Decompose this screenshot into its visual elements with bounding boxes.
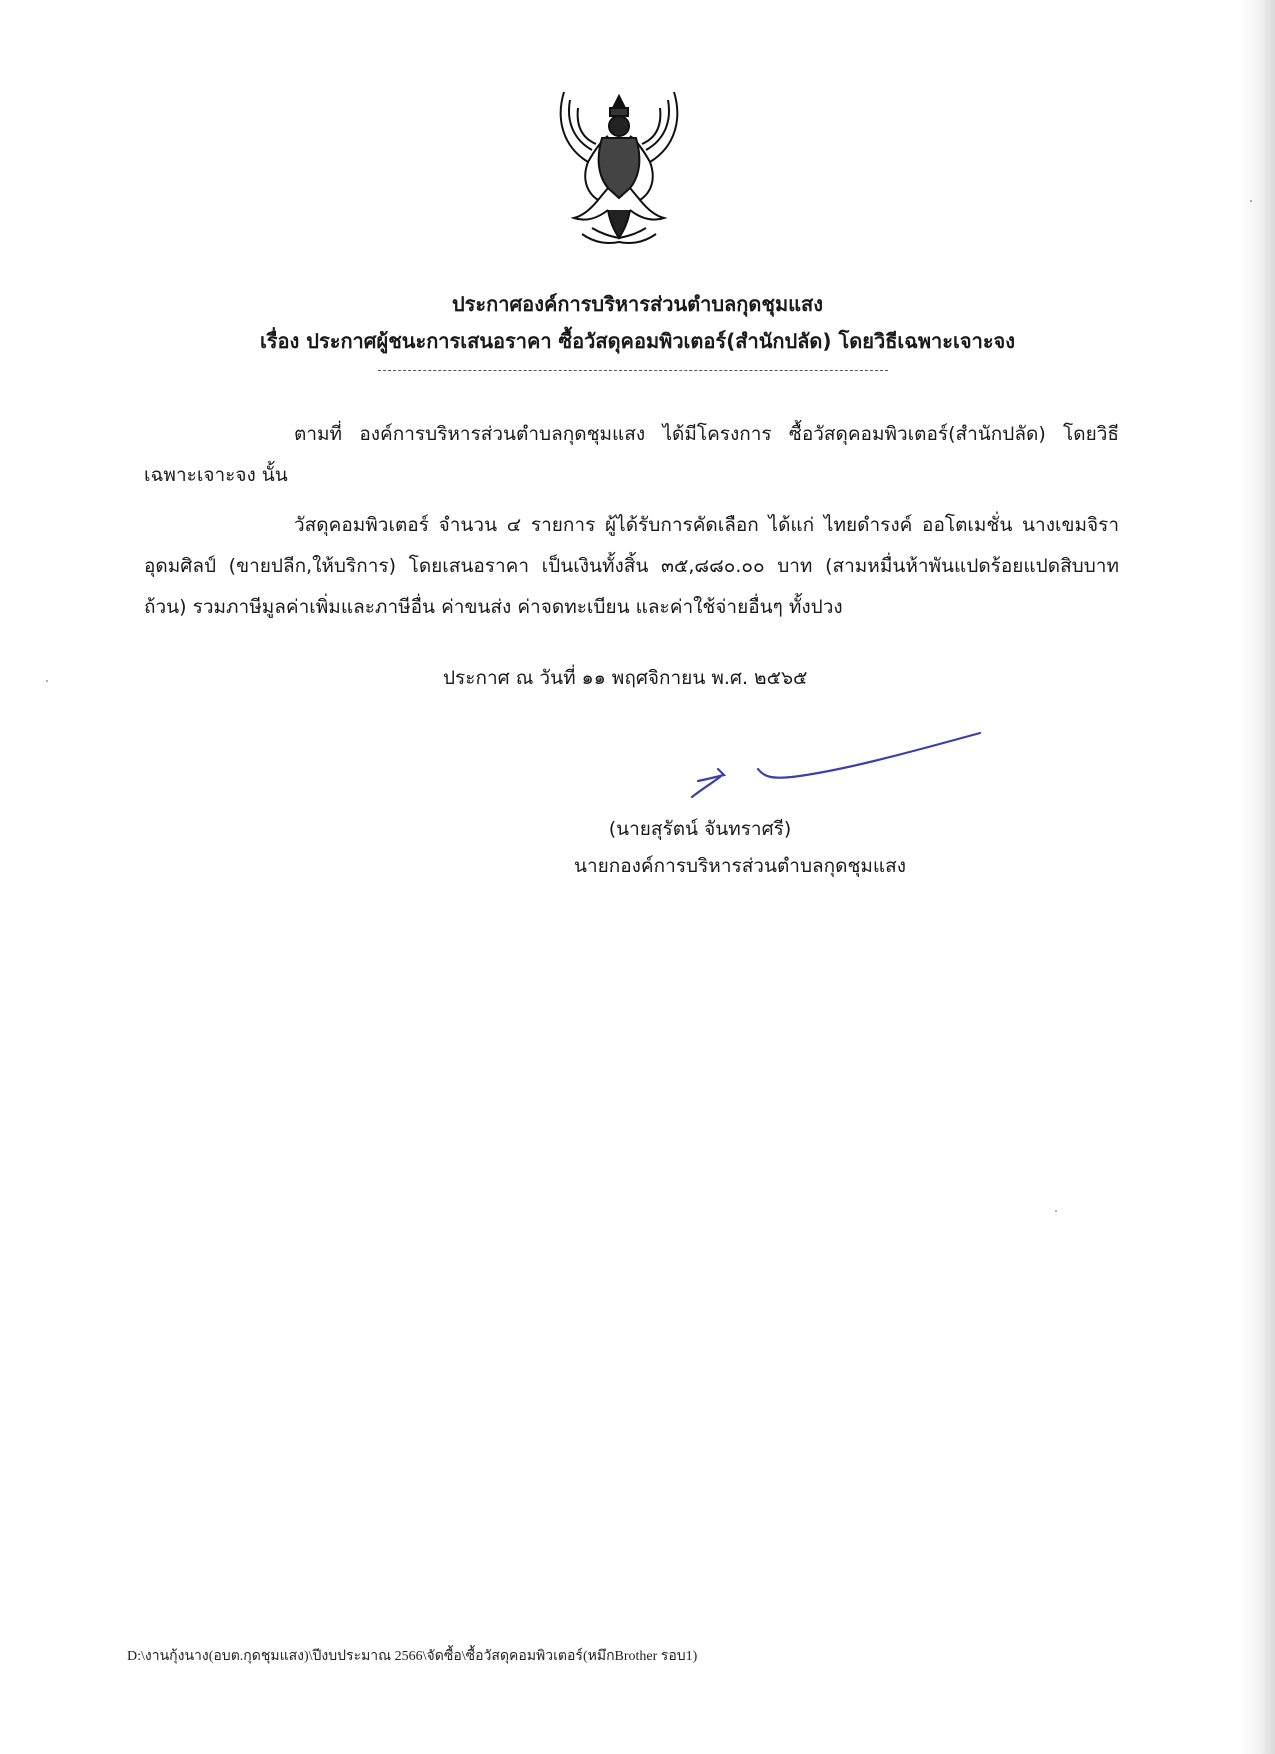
scan-speck bbox=[1055, 1210, 1057, 1212]
garuda-emblem-icon bbox=[552, 88, 686, 246]
scan-speck bbox=[46, 680, 48, 682]
signer-name: (นายสุรัตน์ จันทราศรี) bbox=[608, 818, 792, 840]
scan-speck bbox=[1250, 200, 1252, 202]
handwritten-signature bbox=[680, 725, 1000, 805]
announcement-subject: เรื่อง ประกาศผู้ชนะการเสนอราคา ซื้อวัสดุคอมพิวเตอร์(สำนักปลัด) โดยวิธีเฉพาะเจาะจง bbox=[259, 329, 1016, 353]
body-paragraph-2: วัสดุคอมพิวเตอร์ จำนวน ๔ รายการ ผู้ได้รับการคัดเลือก ได้แก่ ไทยดำรงค์ ออโตเมชั่น นางเขมจิรา อุดมศิลป์ (ขายปลีก,ให้บริการ) โดยเสนอราคา เป็นเงินทั้งสิ้น ๓๕,๘๘๐.๐๐ บาท (สามหมื่นห้าพันแปดร้อยแปดสิบบาทถ้วน) รวมภาษีมูลค่าเพิ่มและภาษีอื่น ค่าขนส่ง ค่าจดทะเบียน และค่าใช้จ่ายอื่นๆ ทั้งปวง bbox=[144, 514, 1119, 618]
file-path-footer: D:\งานกุ้งนาง(อบต.กุดชุมแสง)\ปีงบประมาณ 2566\จัดซื้อ\ซื้อวัสดุคอมพิวเตอร์(หมึกBrother รอบ1) bbox=[127, 1649, 698, 1664]
body-paragraph-1: ตามที่ องค์การบริหารส่วนตำบลกุดชุมแสง ได้มีโครงการ ซื้อวัสดุคอมพิวเตอร์(สำนักปลัด) โดยวิธีเฉพาะเจาะจง นั้น bbox=[144, 423, 1119, 486]
signer-position: นายกองค์การบริหารส่วนตำบลกุดชุมแสง bbox=[573, 855, 907, 877]
title-divider bbox=[378, 370, 888, 371]
announcement-title: ประกาศองค์การบริหารส่วนตำบลกุดชุมแสง bbox=[451, 292, 824, 316]
announcement-date: ประกาศ ณ วันที่ ๑๑ พฤศจิกายน พ.ศ. ๒๕๖๕ bbox=[443, 667, 808, 689]
page-edge-shadow bbox=[1239, 0, 1275, 1754]
